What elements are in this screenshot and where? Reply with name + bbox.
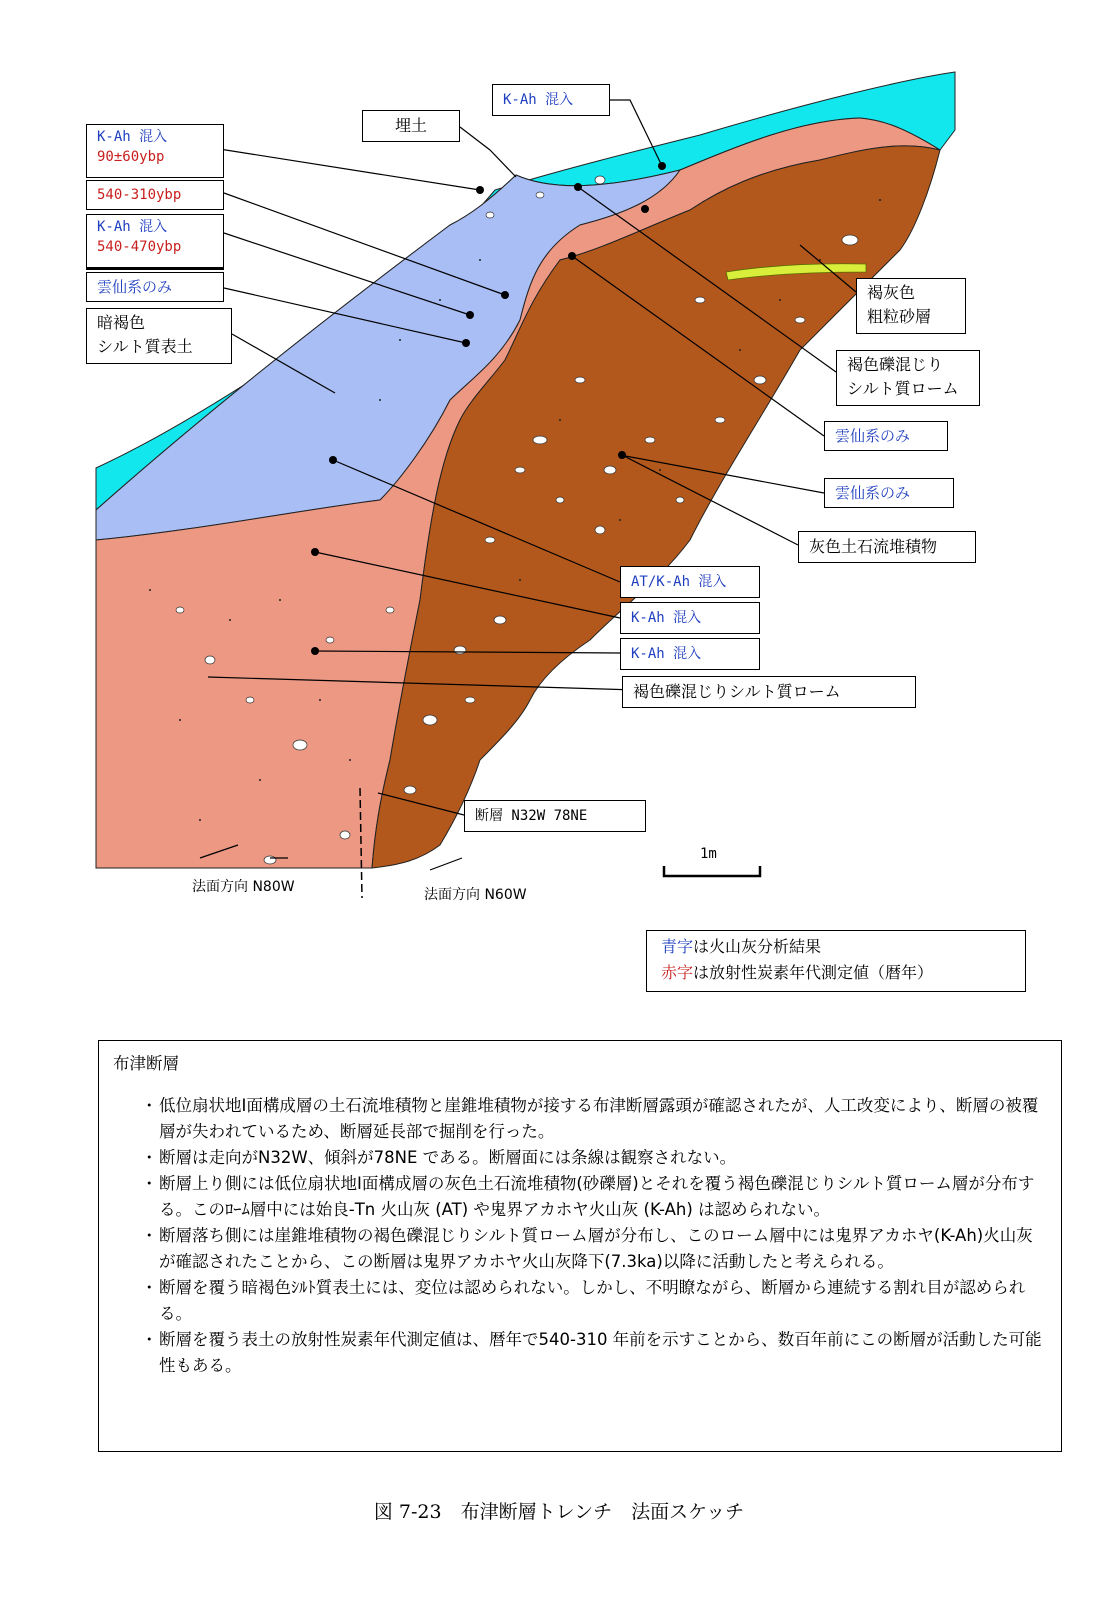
label-brown-gravel-loam-right	[836, 350, 980, 406]
legend-red-word: 赤字	[661, 963, 694, 982]
label-text: 断層 N32W 78NE	[475, 808, 588, 824]
list-item-text: 断層を覆う暗褐色ｼﾙﾄ質表土には、変位は認められない。しかし、不明瞭ながら、断層から連続する割れ目が認められる。	[159, 1278, 1026, 1323]
label-text: 雲仙系のみ	[835, 484, 911, 502]
slope-direction-left: 法面方向 N80W	[192, 879, 295, 895]
label-text: 褐色礫混じりシルト質ローム	[633, 682, 841, 701]
list-item-text: 断層は走向がN32W、傾斜が78NE である。断層面には条線は観察されない。	[159, 1148, 737, 1167]
legend-red-rest: は放射性炭素年代測定値（暦年）	[693, 963, 934, 982]
label-text: 雲仙系のみ	[97, 278, 173, 296]
label-kah-top	[492, 84, 610, 116]
label-text: AT/K-Ah 混入	[631, 574, 727, 590]
label-kah-lower-2	[620, 638, 760, 670]
label-kah-540ybp	[86, 214, 224, 270]
list-item	[141, 1327, 1047, 1379]
slope-direction-right: 法面方向 N60W	[424, 887, 527, 903]
label-text: 雲仙系のみ	[835, 427, 911, 445]
label-text: K-Ah 混入	[631, 646, 702, 662]
label-text: 埋土	[394, 116, 427, 135]
label-brown-gravel-loam	[622, 676, 916, 708]
bullet: ・	[141, 1096, 158, 1115]
legend-blue-rest: は火山灰分析結果	[693, 937, 822, 956]
label-text: K-Ah 混入	[97, 129, 168, 145]
scale-label: 1m	[700, 846, 717, 862]
list-item	[141, 1275, 1047, 1327]
color-legend	[646, 930, 1026, 992]
bullet: ・	[141, 1278, 158, 1297]
label-text: シルト質ローム	[847, 379, 959, 398]
label-unzen-left	[86, 272, 224, 302]
label-text: K-Ah 混入	[631, 610, 702, 626]
label-text: シルト質表土	[97, 337, 193, 356]
legend-blue-row	[661, 934, 1011, 960]
label-text: 褐色礫混じり	[847, 355, 944, 374]
legend-red-row	[661, 960, 1011, 986]
label-umetsuchi	[362, 110, 460, 142]
label-text: 90±60ybp	[97, 149, 165, 165]
label-grey-debris-flow	[798, 531, 976, 563]
list-item-text: 低位扇状地Ⅰ面構成層の土石流堆積物と崖錐堆積物が接する布津断層露頭が確認されたが、人工改変により、断層の被覆層が失われているため、断層延長部で掘削を行った。	[159, 1096, 1039, 1141]
label-unzen-right-2	[824, 478, 954, 508]
label-unzen-right-1	[824, 421, 948, 451]
label-text: 粗粒砂層	[867, 307, 932, 326]
scale-bar	[664, 866, 760, 876]
label-fault	[464, 800, 646, 832]
bullet: ・	[141, 1148, 158, 1167]
list-item	[141, 1223, 1047, 1275]
description-box	[98, 1040, 1062, 1452]
label-kah-lower-1	[620, 602, 760, 634]
label-text: K-Ah 混入	[97, 219, 168, 235]
label-kah-90ybp	[86, 124, 224, 178]
label-540-310ybp	[86, 180, 224, 210]
bullet: ・	[141, 1174, 158, 1193]
label-text: 褐灰色	[867, 283, 916, 302]
bullet: ・	[141, 1330, 158, 1349]
label-text: K-Ah 混入	[503, 92, 574, 108]
label-text: 540-470ybp	[97, 239, 182, 255]
label-text: 灰色土石流堆積物	[809, 537, 938, 556]
list-item	[141, 1145, 1047, 1171]
legend-blue-word: 青字	[661, 937, 694, 956]
description-title: 布津断層	[113, 1054, 179, 1073]
list-item-text: 断層落ち側には崖錐堆積物の褐色礫混じりシルト質ローム層が分布し、このローム層中には鬼界アカホヤ(K-Ah)火山灰が確認されたことから、この断層は鬼界アカホヤ火山灰降下(7.3ka)以降に活動したと考えられる。	[159, 1226, 1033, 1271]
bullet: ・	[141, 1226, 158, 1245]
figure-caption: 図 7-23 布津断層トレンチ 法面スケッチ	[373, 1501, 745, 1523]
label-text: 暗褐色	[97, 313, 146, 332]
list-item	[141, 1171, 1047, 1223]
description-list	[113, 1093, 1047, 1379]
list-item-text: 断層を覆う表土の放射性炭素年代測定値は、暦年で540-310 年前を示すことから、数百年前にこの断層が活動した可能性もある。	[159, 1330, 1042, 1375]
label-at-kah	[620, 566, 760, 598]
list-item	[141, 1093, 1047, 1145]
list-item-text: 断層上り側には低位扇状地Ⅰ面構成層の灰色土石流堆積物(砂礫層)とそれを覆う褐色礫混じりシルト質ローム層が分布する。このﾛｰﾑ層中には始良-Tn 火山灰 (AT) や鬼界アカホヤ火山灰 (K-Ah) は認められない。	[159, 1174, 1035, 1219]
label-text: 540-310ybp	[97, 187, 182, 203]
label-grey-brown-sand	[856, 278, 966, 334]
label-dark-brown-topsoil	[86, 308, 232, 364]
